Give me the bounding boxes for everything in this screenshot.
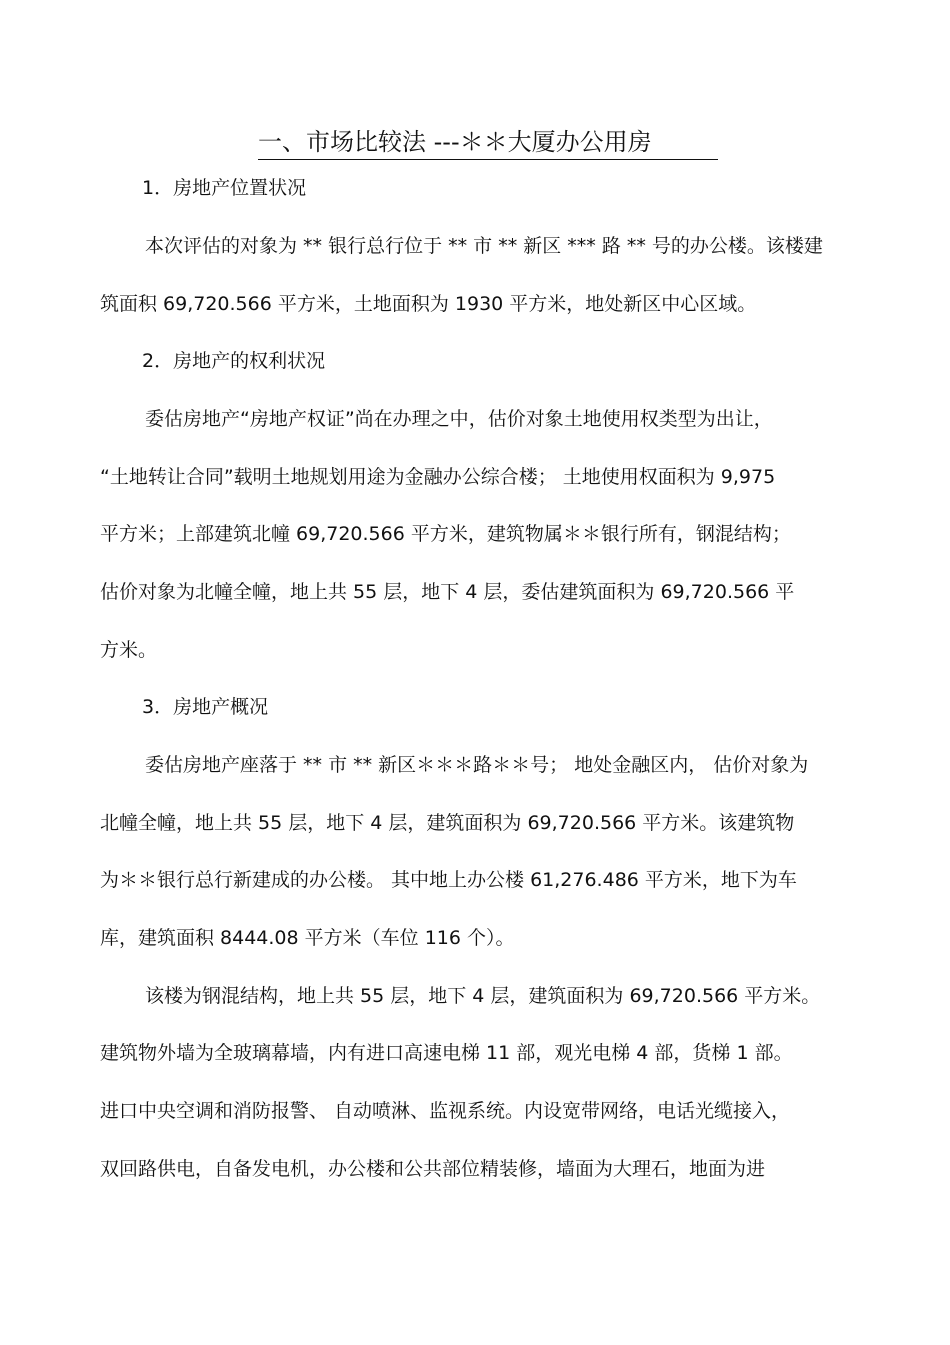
paragraph-line: 进口中央空调和消防报警、 自动喷淋、监视系统。内设宽带网络，电话光缆接入， <box>100 1100 791 1122</box>
paragraph-line: 北幢全幢，地上共 55 层，地下 4 层，建筑面积为 69,720.566 平方米。该建筑物 <box>100 812 795 834</box>
paragraph-line: 平方米；上部建筑北幢 69,720.566 平方米，建筑物属＊＊银行所有，钢混结构； <box>100 523 791 545</box>
paragraph-line: 委估房地产座落于 ** 市 ** 新区＊＊＊路＊＊号； 地处金融区内， 估价对象为 <box>145 754 809 776</box>
paragraph-line: “土地转让合同”载明土地规划用途为金融办公综合楼； 土地使用权面积为 9,975 <box>100 466 776 488</box>
paragraph-line: 本次评估的对象为 ** 银行总行位于 ** 市 ** 新区 *** 路 ** 号的办公楼。该楼建 <box>145 235 823 257</box>
paragraph-line: 建筑物外墙为全玻璃幕墙，内有进口高速电梯 11 部，观光电梯 4 部，货梯 1 部。 <box>100 1042 793 1064</box>
paragraph-line: 双回路供电，自备发电机，办公楼和公共部位精装修，墙面为大理石，地面为进 <box>100 1158 766 1180</box>
paragraph-line: 库，建筑面积 8444.08 平方米（车位 116 个）。 <box>100 927 515 949</box>
paragraph-line: 为＊＊银行总行新建成的办公楼。 其中地上办公楼 61,276.486 平方米，地下为车 <box>100 869 797 891</box>
paragraph-line: 估价对象为北幢全幢，地上共 55 层，地下 4 层，委估建筑面积为 69,720.566 平 <box>100 581 795 603</box>
document-title: 一、市场比较法 ---＊＊大厦办公用房 <box>258 126 718 160</box>
paragraph-line: 筑面积 69,720.566 平方米，土地面积为 1930 平方米，地处新区中心区域。 <box>100 293 757 315</box>
section-heading-overview: 3．房地产概况 <box>142 696 269 718</box>
section-heading-rights: 2．房地产的权利状况 <box>142 350 326 372</box>
section-heading-location: 1．房地产位置状况 <box>142 177 307 199</box>
paragraph-line: 该楼为钢混结构，地上共 55 层，地下 4 层，建筑面积为 69,720.566 平方米。 <box>145 985 821 1007</box>
paragraph-line: 委估房地产“房地产权证”尚在办理之中，估价对象土地使用权类型为出让， <box>145 408 773 430</box>
paragraph-line: 方米。 <box>100 639 158 661</box>
